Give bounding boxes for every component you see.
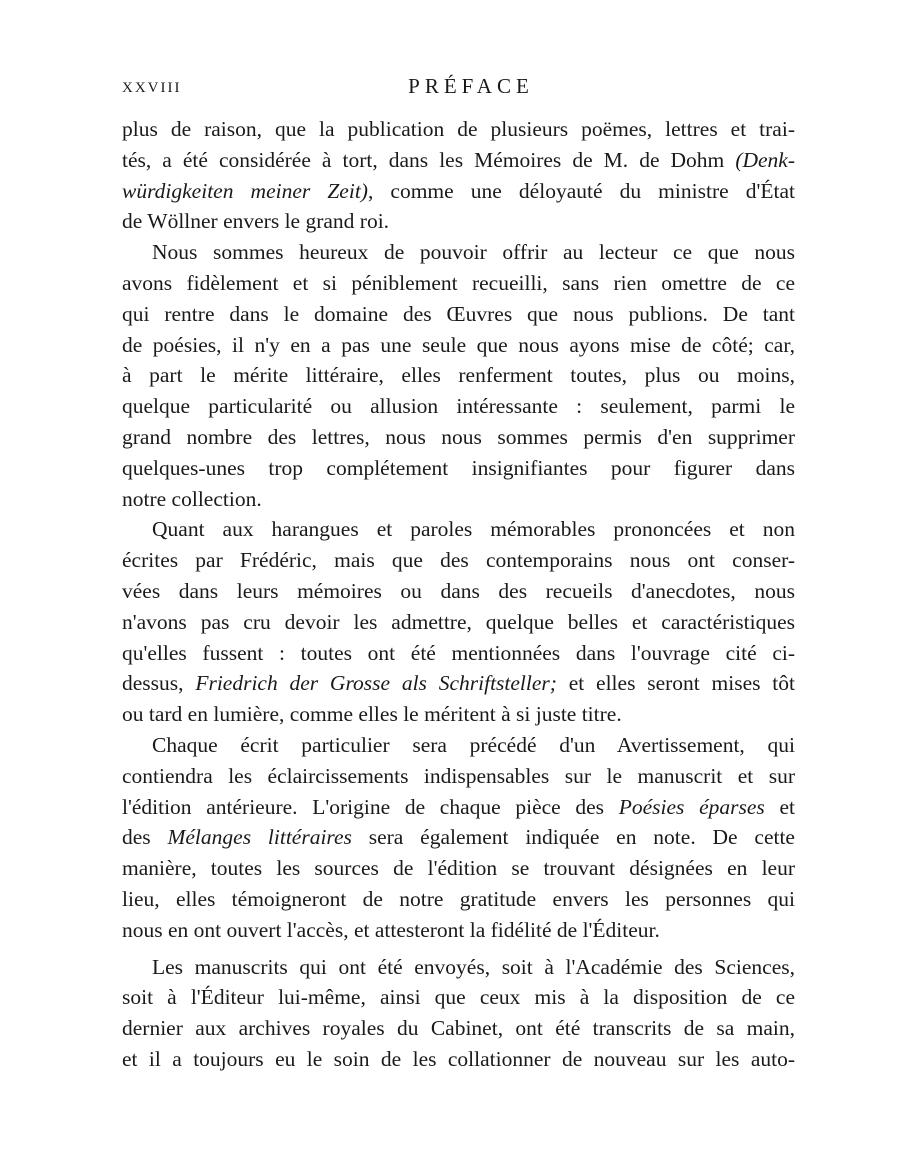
paragraph-1 [122, 114, 795, 237]
italic-title: Friedrich der Grosse als Schriftsteller; [195, 671, 557, 696]
text-line: lieu, elles témoigneront de notre gratitude envers les personnes qui [122, 886, 795, 911]
body-text [122, 114, 795, 1075]
italic-title: (Denk- [735, 147, 795, 172]
text-line: contiendra les éclaircissements indispensables sur le manuscrit et sur [122, 763, 795, 788]
text-line: manière, toutes les sources de l'édition se trouvant désignées en leur [122, 856, 795, 881]
text-line: de poésies, il n'y en a pas une seule que nous ayons mise de côté; car, [122, 332, 795, 357]
text-span: et elles seront mises tôt [556, 671, 795, 696]
page-number: XXVIII [122, 80, 182, 96]
italic-title: würdigkeiten meiner Zeit) [122, 178, 368, 203]
running-title: PRÉFACE [408, 74, 534, 98]
text-line: Nous sommes heureux de pouvoir offrir au lecteur ce que nous [152, 240, 795, 265]
italic-title: Poésies éparses [618, 794, 765, 819]
text-line: qui rentre dans le domaine des Œuvres que nous publions. De tant [122, 301, 795, 326]
text-line: qu'elles fussent : toutes ont été mentionnées dans l'ouvrage cité ci- [122, 640, 795, 665]
text-line: soit à l'Éditeur lui-même, ainsi que ceux mis à la disposition de ce [122, 985, 795, 1010]
text-line [122, 822, 795, 853]
text-line: avons fidèlement et si péniblement recueilli, sans rien omettre de ce [122, 270, 795, 295]
paragraph-3 [122, 514, 795, 730]
italic-title: Mélanges littéraires [167, 825, 352, 850]
running-head [122, 74, 800, 104]
text-line: écrites par Frédéric, mais que des contemporains nous ont conser- [122, 548, 795, 573]
text-span: dessus, [122, 671, 196, 696]
text-line: notre collection. [122, 486, 262, 511]
text-line: ou tard en lumière, comme elles le méritent à si juste titre. [122, 702, 622, 727]
text-line: nous en ont ouvert l'accès, et attesteront la fidélité de l'Éditeur. [122, 917, 660, 942]
text-line [122, 145, 795, 176]
text-line [122, 792, 795, 823]
paragraph-2 [122, 237, 795, 514]
text-line: grand nombre des lettres, nous nous sommes permis d'en supprimer [122, 424, 795, 449]
paragraph-4 [122, 730, 795, 946]
text-span: l'édition antérieure. L'origine de chaque pièce des [122, 794, 619, 819]
text-span: des [122, 825, 168, 850]
text-line: plus de raison, que la publication de plusieurs poëmes, lettres et trai- [122, 117, 795, 141]
text-line: et il a toujours eu le soin de les collationner de nouveau sur les auto- [122, 1046, 795, 1071]
text-line: à part le mérite littéraire, elles renferment toutes, plus ou moins, [122, 363, 795, 388]
text-line [122, 176, 795, 207]
text-line: vées dans leurs mémoires ou dans des recueils d'anecdotes, nous [122, 578, 795, 603]
text-line: Chaque écrit particulier sera précédé d'un Avertissement, qui [152, 732, 795, 757]
text-line: n'avons pas cru devoir les admettre, quelque belles et caractéristiques [122, 609, 795, 634]
text-span: et [764, 794, 795, 819]
text-span: sera également indiquée en note. De cette [351, 825, 795, 850]
text-line: dernier aux archives royales du Cabinet, ont été transcrits de sa main, [122, 1016, 795, 1041]
text-line: de Wöllner envers le grand roi. [122, 209, 390, 234]
text-line: quelques-unes trop complétement insignifiantes pour figurer dans [122, 455, 795, 480]
paragraph-5 [122, 952, 795, 1075]
text-line: quelque particularité ou allusion intéressante : seulement, parmi le [122, 394, 795, 419]
text-line [122, 668, 795, 699]
text-span: tés, a été considérée à tort, dans les Mémoires de M. de Dohm [122, 147, 736, 172]
text-line: Quant aux harangues et paroles mémorables prononcées et non [152, 517, 795, 542]
text-line: Les manuscrits qui ont été envoyés, soit à l'Académie des Sciences, [152, 954, 795, 979]
text-span: , comme une déloyauté du ministre d'État [367, 178, 795, 203]
